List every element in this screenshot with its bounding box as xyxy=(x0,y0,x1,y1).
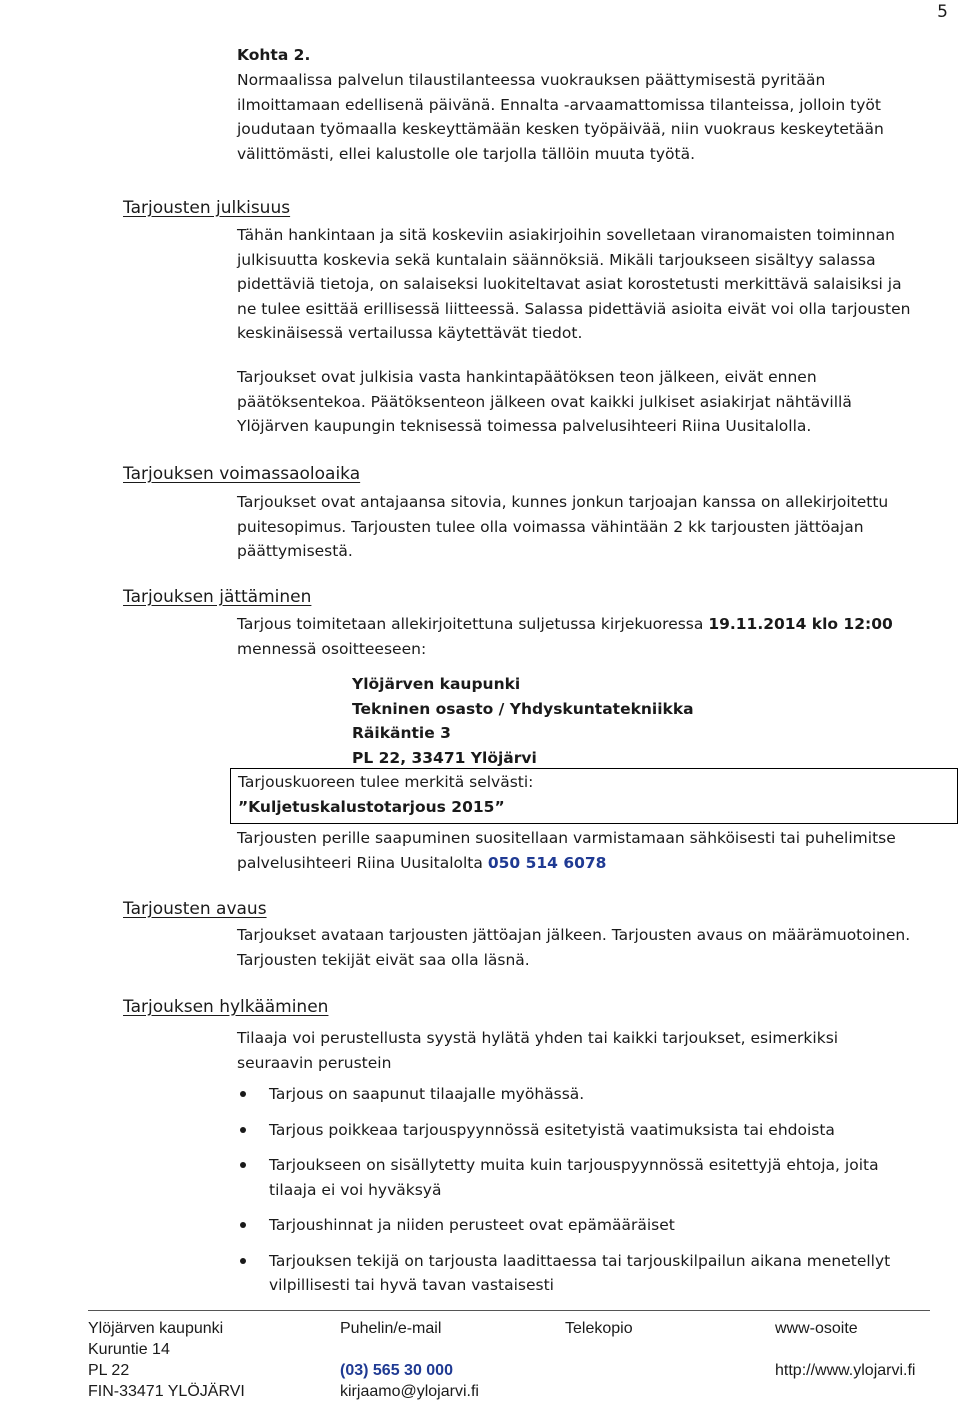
footer-line: Ylöjärven kaupunki xyxy=(88,1320,224,1337)
section-heading-julkisuus: Tarjousten julkisuus xyxy=(123,198,291,218)
avaus-text: Tarjoukset avataan tarjousten jättöajan jälkeen. Tarjousten avaus on määrämuotoinen. Tarjousten tekijät eivät saa olla läsnä. xyxy=(237,926,911,969)
arrival-text-body: Tarjousten perille saapuminen suositellaan varmistamaan sähköisesti tai puhelimitse palvelusihteeri Riina Uusitalolta xyxy=(237,829,896,872)
julkisuus-paragraph-2: Tarjoukset ovat julkisia vasta hankintapäätöksen teon jälkeen, eivät ennen päätöksentekoa. Päätöksenteon jälkeen ovat kaikki julkiset asiakirjat nähtävillä Ylöjärven kaupungin teknisessä toimessa palvelusihteeri Riina Uusitalolla. xyxy=(237,368,852,435)
deadline: 19.11.2014 klo 12:00 xyxy=(708,615,893,633)
section-heading-hylkaaminen: Tarjouksen hylkääminen xyxy=(123,997,329,1017)
jattaminen-text-after: mennessä osoitteeseen: xyxy=(237,639,427,658)
kohta-text: Normaalissa palvelun tilaustilanteessa vuokrauksen päättymisestä pyritään ilmoittamaan edellisenä päivänä. Ennalta -arvaamattomissa tilanteissa, jolloin työt joudutaan työmaalla keskeyttämään kesken työpäivää, niin vuokraus keskeytetään välittömästi, ellei kalustolle ole tarjolla tällöin muuta työtä. xyxy=(237,71,884,163)
footer-phone: (03) 565 30 000 xyxy=(340,1362,453,1379)
footer-email[interactable]: kirjaamo@ylojarvi.fi xyxy=(340,1383,479,1400)
list-item: Tarjous on saapunut tilaajalle myöhässä. xyxy=(237,1082,927,1107)
footer-web xyxy=(775,1318,915,1381)
footer-divider xyxy=(88,1310,930,1311)
footer-web-url[interactable]: http://www.ylojarvi.fi xyxy=(775,1362,916,1379)
envelope-label: Tarjouskuoreen tulee merkitä selvästi: xyxy=(238,773,534,791)
page-number: 5 xyxy=(937,2,948,22)
footer-contact-label: Puhelin/e-mail xyxy=(340,1320,442,1337)
julkisuus-paragraph-1: Tähän hankintaan ja sitä koskeviin asiakirjoihin sovelletaan viranomaisten toiminnan julkisuutta koskevia sekä kuntalain säännöksiä. Mikäli tarjoukseen sisältyy salassa pidettäviä tietoja, on salaiseksi luokiteltavat asiat korostetusti merkittävä salaisiksi ja ne tulee esittää erillisessä liitteessä. Salassa pidettäviä asioita eivät voi olla tarjousten keskinäisessä vertailussa käytettävät tiedot. xyxy=(237,226,911,342)
envelope-marking-box xyxy=(230,768,958,824)
footer-fax-label: Telekopio xyxy=(565,1320,633,1337)
list-item: Tarjous poikkeaa tarjouspyynnössä esitetyistä vaatimuksista tai ehdoista xyxy=(237,1118,927,1143)
hylkaaminen-intro: Tilaaja voi perustellusta syystä hylätä yhden tai kaikki tarjoukset, esimerkiksi seuraavin perustein xyxy=(237,1029,839,1072)
footer-line: PL 22 xyxy=(88,1362,130,1379)
arrival-text xyxy=(237,826,917,875)
address-line: Tekninen osasto / Yhdyskuntatekniikka xyxy=(352,699,694,718)
envelope-mark: ”Kuljetuskalustotarjous 2015” xyxy=(238,798,505,816)
footer-web-label: www-osoite xyxy=(775,1320,858,1337)
footer-line: Kuruntie 14 xyxy=(88,1341,170,1358)
footer-address xyxy=(88,1318,245,1402)
list-item: Tarjouksen tekijä on tarjousta laadittaessa tai tarjouskilpailun aikana menetellyt vilpillisesti tai hyvä tavan vastaisesti xyxy=(237,1249,927,1298)
address-line: PL 22, 33471 Ylöjärvi xyxy=(352,748,537,767)
list-item: Tarjoukseen on sisällytetty muita kuin tarjouspyynnössä esitettyjä ehtoja, joita tilaaja ei voi hyväksyä xyxy=(237,1153,927,1202)
kohta-heading: Kohta 2. xyxy=(237,46,311,64)
address-line: Räikäntie 3 xyxy=(352,724,451,742)
footer-line: FIN-33471 YLÖJÄRVI xyxy=(88,1383,245,1400)
contact-phone: 050 514 6078 xyxy=(487,853,607,872)
address-line: Ylöjärven kaupunki xyxy=(352,675,521,693)
jattaminen-text-before: Tarjous toimitetaan allekirjoitettuna suljetussa kirjekuoressa xyxy=(237,615,709,633)
delivery-address xyxy=(352,672,694,770)
list-item: Tarjoushinnat ja niiden perusteet ovat epämääräiset xyxy=(237,1213,927,1238)
footer-contact xyxy=(340,1318,479,1402)
section-heading-voimassaolo: Tarjouksen voimassaoloaika xyxy=(123,464,361,484)
section-heading-jattaminen: Tarjouksen jättäminen xyxy=(123,587,312,607)
section-heading-avaus: Tarjousten avaus xyxy=(123,899,267,919)
voimassaolo-text: Tarjoukset ovat antajaansa sitovia, kunnes jonkun tarjoajan kanssa on allekirjoitettu puitesopimus. Tarjousten tulee olla voimassa vähintään 2 kk tarjousten jättöajan päättymisestä. xyxy=(237,493,889,560)
footer-fax xyxy=(565,1318,633,1339)
rejection-criteria-list xyxy=(237,1082,927,1309)
jattaminen-text xyxy=(237,612,917,661)
